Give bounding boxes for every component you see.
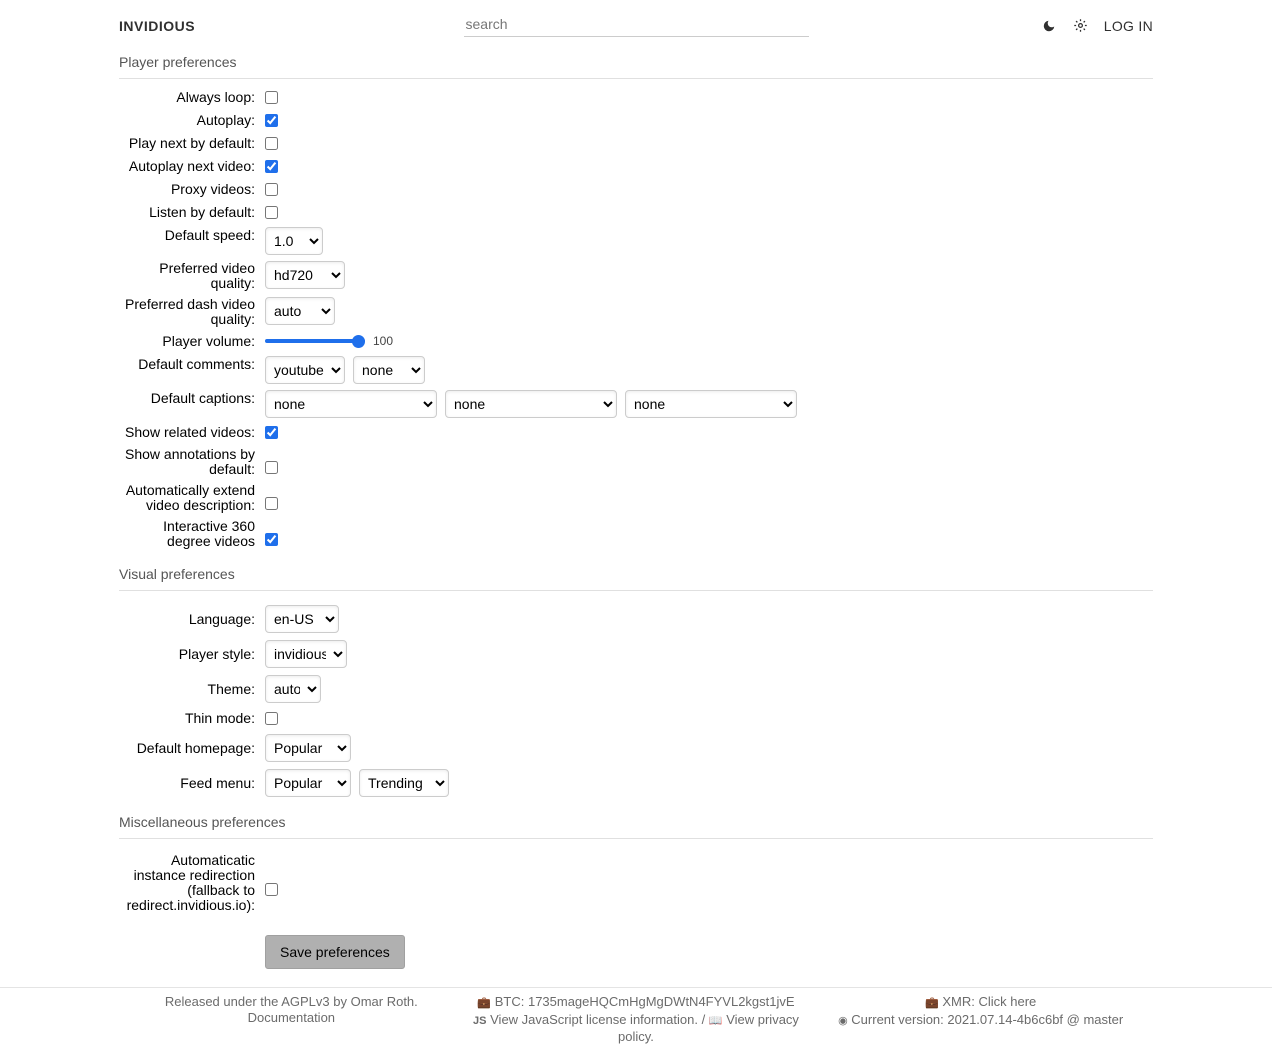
select-default-captions-2[interactable] xyxy=(445,390,617,418)
player-preferences-form xyxy=(119,89,1153,969)
save-preferences-button[interactable]: Save preferences xyxy=(265,935,405,969)
briefcase-icon: 💼 xyxy=(477,997,492,1009)
footer-btc-link[interactable]: BTC: 1735mageHQCmHgMgDWtN4FYVL2kgst1jvE xyxy=(494,994,795,1009)
checkbox-autoplay-next[interactable] xyxy=(265,160,278,173)
save-spacer xyxy=(119,935,265,969)
checkbox-autoplay[interactable] xyxy=(265,114,278,127)
checkbox-show-annotations[interactable] xyxy=(265,461,278,474)
field-default-homepage xyxy=(119,734,1153,762)
field-listen-default xyxy=(119,204,1153,221)
field-interactive-360 xyxy=(119,519,1153,549)
search-form xyxy=(464,14,809,37)
select-player-style[interactable] xyxy=(265,640,347,668)
book-icon: 📖 xyxy=(708,1014,723,1027)
label-thin-mode: Thin mode: xyxy=(184,710,255,726)
label-player-style: Player style: xyxy=(178,646,255,662)
footer-center xyxy=(464,994,809,1045)
checkbox-always-loop[interactable] xyxy=(265,91,278,104)
save-row xyxy=(119,935,1153,969)
select-preferred-quality[interactable] xyxy=(265,261,345,289)
label-play-next: Play next by default: xyxy=(128,135,255,151)
field-thin-mode xyxy=(119,710,1153,727)
checkbox-interactive-360[interactable] xyxy=(265,533,278,546)
field-default-speed xyxy=(119,227,1153,255)
select-language[interactable] xyxy=(265,605,339,633)
field-show-related xyxy=(119,424,1153,441)
label-default-comments: Default comments: xyxy=(138,356,255,372)
footer-documentation-link[interactable]: Documentation xyxy=(247,1009,336,1025)
preferences-page xyxy=(0,51,1272,969)
label-theme: Theme: xyxy=(207,681,255,697)
label-proxy-videos: Proxy videos: xyxy=(170,181,255,197)
label-autoplay: Autoplay: xyxy=(196,112,255,128)
javascript-icon: JS xyxy=(473,1014,487,1027)
field-player-style xyxy=(119,640,1153,668)
footer-js-license-link[interactable]: View JavaScript license information. xyxy=(490,1011,698,1027)
label-listen-default: Listen by default: xyxy=(149,204,255,220)
select-default-comments-2[interactable] xyxy=(353,356,425,384)
slider-player-volume[interactable] xyxy=(265,333,365,349)
footer-left xyxy=(119,994,464,1045)
field-extend-description xyxy=(119,483,1153,513)
select-feed-menu-1[interactable] xyxy=(265,769,351,797)
checkbox-extend-description[interactable] xyxy=(265,497,278,510)
label-default-homepage: Default homepage: xyxy=(136,740,255,756)
label-preferred-quality: Preferred video quality: xyxy=(159,260,255,291)
search-input[interactable] xyxy=(464,14,809,37)
gear-icon[interactable] xyxy=(1072,17,1090,35)
select-theme[interactable] xyxy=(265,675,321,703)
checkbox-thin-mode[interactable] xyxy=(265,712,278,725)
label-show-annotations: Show annotations by default: xyxy=(125,446,255,477)
field-default-comments xyxy=(119,356,1153,384)
login-link[interactable]: LOG IN xyxy=(1103,17,1153,34)
field-proxy-videos xyxy=(119,181,1153,198)
section-title-misc: Miscellaneous preferences xyxy=(119,811,1153,839)
select-default-speed[interactable] xyxy=(265,227,323,255)
select-default-comments-1[interactable] xyxy=(265,356,345,384)
select-preferred-dash-quality[interactable] xyxy=(265,297,335,325)
field-theme xyxy=(119,675,1153,703)
select-default-captions-3[interactable] xyxy=(625,390,797,418)
field-instance-redirect xyxy=(119,853,1153,913)
field-language xyxy=(119,605,1153,633)
select-default-captions-1[interactable] xyxy=(265,390,437,418)
label-default-speed: Default speed: xyxy=(164,227,255,243)
checkbox-instance-redirect[interactable] xyxy=(265,883,278,896)
section-title-visual: Visual preferences xyxy=(119,563,1153,591)
label-feed-menu: Feed menu: xyxy=(180,775,255,791)
footer-license-text: Released under the AGPLv3 by Omar Roth. xyxy=(164,994,418,1009)
label-interactive-360: Interactive 360 degree videos xyxy=(163,518,255,549)
top-navbar xyxy=(0,0,1272,51)
field-player-volume xyxy=(119,333,1153,350)
footer-xmr-label: XMR: xyxy=(942,994,975,1009)
footer-version-link[interactable]: Current version: 2021.07.14-4b6c6bf @ master xyxy=(851,1011,1124,1027)
checkbox-proxy-videos[interactable] xyxy=(265,183,278,196)
field-autoplay-next xyxy=(119,158,1153,175)
field-preferred-quality xyxy=(119,261,1153,291)
player-volume-value: 100 xyxy=(373,334,394,348)
footer-separator: / xyxy=(701,1011,706,1027)
checkbox-show-related[interactable] xyxy=(265,426,278,439)
footer-xmr-link[interactable]: Click here xyxy=(978,994,1037,1009)
label-instance-redirect: Automaticatic instance redirection (fallback to redirect.invidious.io): xyxy=(126,852,255,913)
field-always-loop xyxy=(119,89,1153,106)
select-default-homepage[interactable] xyxy=(265,734,351,762)
page-footer xyxy=(0,987,1272,1055)
github-icon: ◉ xyxy=(838,1014,848,1027)
briefcase-icon-xmr: 💼 xyxy=(925,997,939,1009)
select-feed-menu-2[interactable] xyxy=(359,769,449,797)
navbar-center xyxy=(344,14,928,37)
moon-icon[interactable] xyxy=(1040,17,1058,35)
label-player-volume: Player volume: xyxy=(162,333,255,349)
field-default-captions xyxy=(119,390,1153,418)
label-extend-description: Automatically extend video description: xyxy=(125,482,255,513)
footer-privacy-link[interactable]: View privacy policy. xyxy=(618,1011,799,1044)
label-preferred-dash-quality: Preferred dash video quality: xyxy=(125,296,255,327)
label-autoplay-next: Autoplay next video: xyxy=(128,158,255,174)
checkbox-play-next[interactable] xyxy=(265,137,278,150)
navbar-left xyxy=(0,18,344,34)
field-show-annotations xyxy=(119,447,1153,477)
footer-right xyxy=(808,994,1153,1045)
label-always-loop: Always loop: xyxy=(176,89,255,105)
field-feed-menu xyxy=(119,769,1153,797)
field-autoplay xyxy=(119,112,1153,129)
field-play-next xyxy=(119,135,1153,152)
label-show-related: Show related videos: xyxy=(125,424,255,440)
navbar-right xyxy=(928,17,1272,35)
checkbox-listen-default[interactable] xyxy=(265,206,278,219)
field-preferred-dash-quality xyxy=(119,297,1153,327)
section-title-player: Player preferences xyxy=(119,51,1153,79)
brand-logo[interactable]: INVIDIOUS xyxy=(119,17,196,34)
label-language: Language: xyxy=(188,611,255,627)
label-default-captions: Default captions: xyxy=(150,390,255,406)
